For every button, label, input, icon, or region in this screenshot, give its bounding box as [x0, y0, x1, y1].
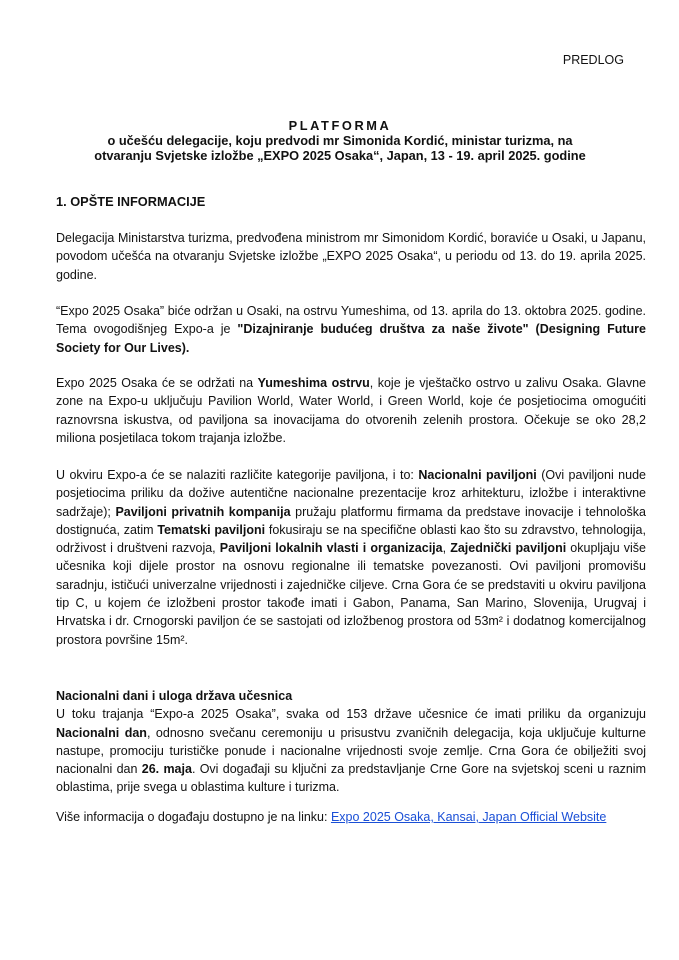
- proposal-label: PREDLOG: [562, 53, 624, 67]
- national-day-bold: Nacionalni dan: [56, 725, 147, 740]
- island-bold: Yumeshima ostrvu: [257, 376, 370, 390]
- title-line-1: o učešću delegacije, koju predvodi mr Simonida Kordić, ministar turizma, na: [107, 133, 573, 149]
- paragraph-pavilions: [56, 466, 646, 649]
- national-pavilions-bold: Nacionalni paviljoni: [418, 468, 537, 482]
- paragraph-delegation-text: Delegacija Ministarstva turizma, predvođena ministrom mr Simonidom Kordić, boraviće u Osaki, u Japanu, povodom učešća na otvaranju Svjetske izložbe „EXPO 2025 Osaka“, u periodu od 13. do 19. aprila 2025. godine.: [56, 231, 646, 282]
- expo-website-link[interactable]: Expo 2025 Osaka, Kansai, Japan Official Website: [330, 810, 607, 824]
- date-bold: 26. maja: [141, 762, 192, 777]
- local-pavilions-bold: Paviljoni lokalnih vlasti i organizacija: [219, 541, 443, 556]
- text-run: fokusiraju se na specifične oblasti kao što su zdravstvo, tehnologija, održivost i društveni razvoja,: [56, 522, 646, 556]
- text-run: ,: [442, 541, 451, 556]
- text-run: Više informacija o događaju dostupno je na linku:: [56, 810, 331, 824]
- text-run: U toku trajanja “Expo-a 2025 Osaka”, svaka od 153 države učesnice će imati priliku da organizuju: [56, 707, 646, 722]
- text-run: U okviru Expo-a će se nalaziti različite kategorije paviljona, i to:: [56, 468, 419, 482]
- paragraph-delegation: [56, 229, 646, 284]
- private-pavilions-bold: Paviljoni privatnih kompanija: [115, 504, 291, 519]
- text-run: “Expo 2025 Osaka” biće održan u Osaki, na ostrvu Yumeshima, od 13. aprila do 13. oktobra 2025. godine. Tema ovogodišnjeg Expo-a je: [56, 304, 646, 337]
- text-run: , odnosno svečanu ceremoniju u prisustvu zvaničnih delegacija, koja uključuje kulturne nastupe, promociju turističke ponude i nacionalne vrijednosti svoje zemlje. Crna Gora će obilježiti svoj nacionalni dan: [56, 725, 646, 777]
- section-heading: 1. OPŠTE INFORMACIJE: [56, 194, 206, 209]
- document-title: [40, 118, 640, 164]
- thematic-pavilions-bold: Tematski paviljoni: [157, 522, 266, 537]
- text-run: pružaju platformu firmama da predstave inovacije i tehnološka dostignuća, zatim: [56, 504, 646, 537]
- text-run: (Ovi paviljoni nude posjetiocima priliku da dožive autentične nacionalne prezentacije kroz arhitekturu, izložbe i interaktivne sadržaje);: [56, 468, 646, 519]
- paragraph-national-days: [56, 687, 646, 797]
- national-days-heading: Nacionalni dani i uloga država učesnica: [56, 689, 293, 703]
- joint-pavilions-bold: Zajednički paviljoni: [450, 541, 567, 556]
- text-run: okupljaju više učesnika koji dijele prostor na osnovu regionalne ili tematske povezanosti. Ovi paviljoni promovišu saradnju, ističući univerzalne vrijednosti i zajedničke ciljeve. Crna Gora će se predstaviti u okviru paviljona tip C, u kojem će izložbeni prostor takođe imati i Gabon, Panama, San Marino, Slovenija, Urugvaj i Hrvatska i dr. Crnogorski paviljon će se sastojati od izložbenog prostora od 53m² i dodatnog komercijalnog prostora površine 15m².: [56, 541, 647, 647]
- paragraph-more-info: [56, 808, 646, 826]
- title-line-2: otvaranju Svjetske izložbe „EXPO 2025 Osaka“, Japan, 13 - 19. april 2025. godine: [94, 148, 586, 164]
- paragraph-expo-intro: [56, 302, 646, 357]
- title-main: PLATFORMA: [288, 118, 392, 133]
- text-run: . Ovi događaji su ključni za predstavljanje Crne Gore na svjetskoj sceni u raznim oblastima, prije svega u oblastima kulture i turizma.: [56, 762, 646, 795]
- text-run: Expo 2025 Osaka će se održati na: [56, 376, 258, 390]
- theme-bold: "Dizajniranje budućeg društva za naše živote" (Designing Future Society for Our Lives).: [56, 322, 646, 355]
- text-run: , koje je vještačko ostrvo u zalivu Osaka. Glavne zone na Expo-u uključuju Pavilion World, Water World, i Green World, koje će posjetiocima omogućiti raznovrsna iskustva, od paviljona sa inovacijama do otvorenih zelenih prostora. Očekuje se oko 28,2 miliona posjetilaca tokom trajanja izložbe.: [56, 376, 647, 445]
- paragraph-location: [56, 374, 646, 447]
